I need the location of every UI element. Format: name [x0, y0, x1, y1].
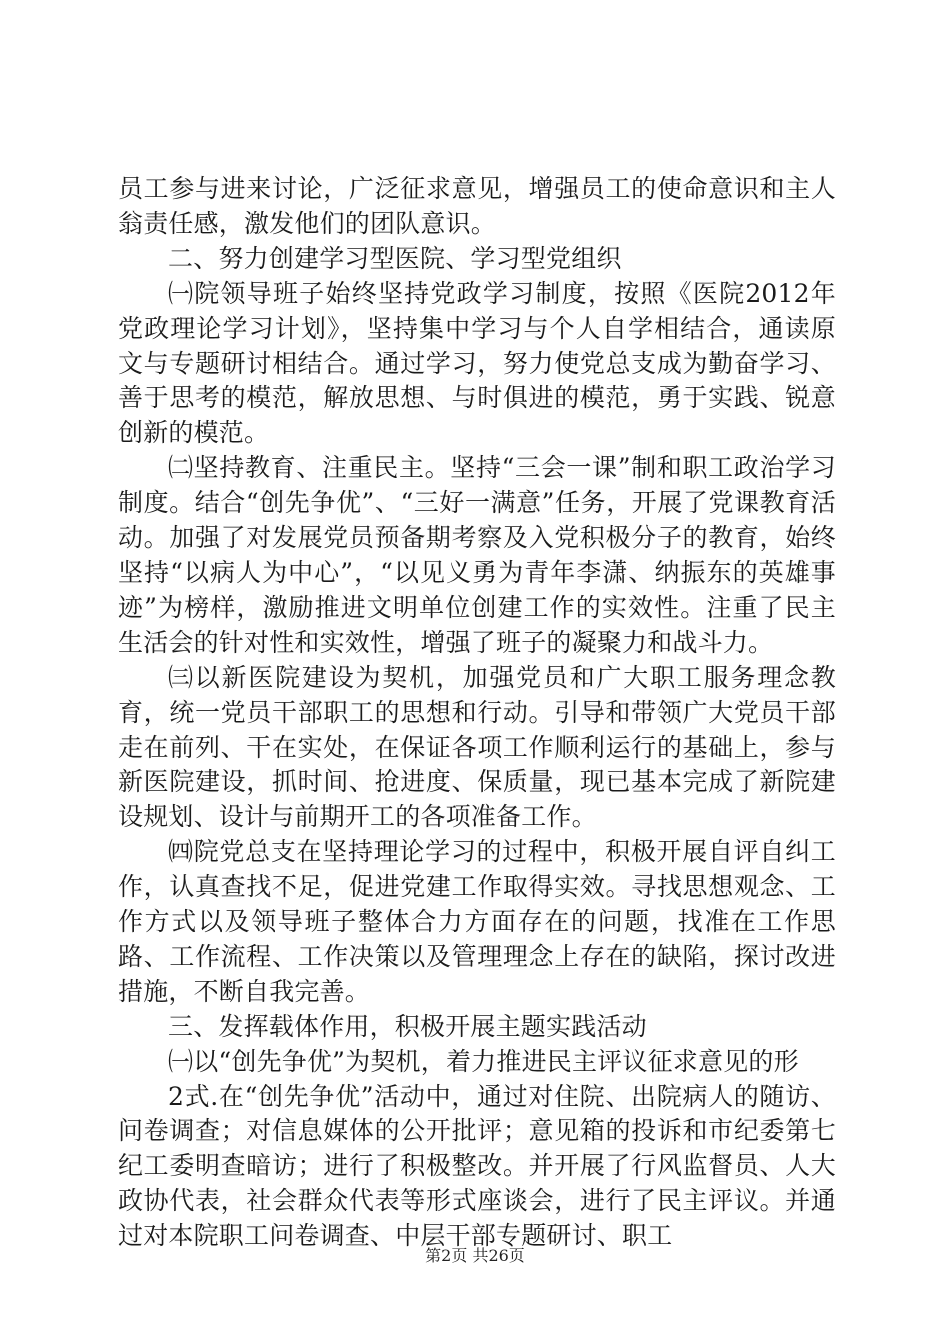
section-heading-2: 二、努力创建学习型医院、学习型党组织	[168, 243, 622, 273]
paragraph-item-3: ㈢以新医院建设为契机，加强党员和广大职工服务理念教育，统一党员干部职工的思想和行动。引导和带领广大党员干部走在前列、干在实处，在保证各项工作顺利运行的基础上，参与新医院建设，抓时间、抢进度、保质量，现已基本完成了新院建设规划、设计与前期开工的各项准备工作。	[118, 662, 836, 832]
paragraph-continuation-2: 2式.在“创先争优”活动中，通过对住院、出院病人的随访、问卷调查；对信息媒体的公开批评；意见箱的投诉和市纪委第七纪工委明查暗访；进行了积极整改。并开展了行风监督员、人大政协代表，社会群众代表等形式座谈会，进行了民主评议。并通过对本院职工问卷调查、中层干部专题研讨、职工	[118, 1081, 836, 1251]
paragraph-item-2: ㈡坚持教育、注重民主。坚持“三会一课”制和职工政治学习制度。结合“创先争优”、“三好一满意”任务，开展了党课教育活动。加强了对发展党员预备期考察及入党积极分子的教育，始终坚持“以病人为中心”，“以见义勇为青年李潇、纳振东的英雄事迹”为榜样，激励推进文明单位创建工作的实效性。注重了民主生活会的针对性和实效性，增强了班子的凝聚力和战斗力。	[118, 453, 836, 657]
section-heading-3: 三、发挥载体作用，积极开展主题实践活动	[168, 1011, 647, 1041]
paragraph-item-4: ㈣院党总支在坚持理论学习的过程中，积极开展自评自纠工作，认真查找不足，促进党建工作取得实效。寻找思想观念、工作方式以及领导班子整体合力方面存在的问题，找准在工作思路、工作流程、工作决策以及管理理念上存在的缺陷，探讨改进措施，不断自我完善。	[118, 837, 836, 1006]
paragraph-item-3-1: ㈠以“创先争优”为契机，着力推进民主评议征求意见的形	[168, 1046, 799, 1076]
document-body	[118, 172, 836, 1254]
paragraph-continuation: 员工参与进来讨论，广泛征求意见，增强员工的使命意识和主人翁责任感，激发他们的团队意识。	[118, 174, 836, 238]
page-number-footer: 第2页 共26页	[425, 1246, 525, 1265]
paragraph-item-1: ㈠院领导班子始终坚持党政学习制度，按照《医院2012年党政理论学习计划》，坚持集中学习与个人自学相结合，通读原文与专题研讨相结合。通过学习，努力使党总支成为勤奋学习、善于思考的模范，解放思想、与时俱进的模范，勇于实践、锐意创新的模范。	[118, 278, 836, 448]
